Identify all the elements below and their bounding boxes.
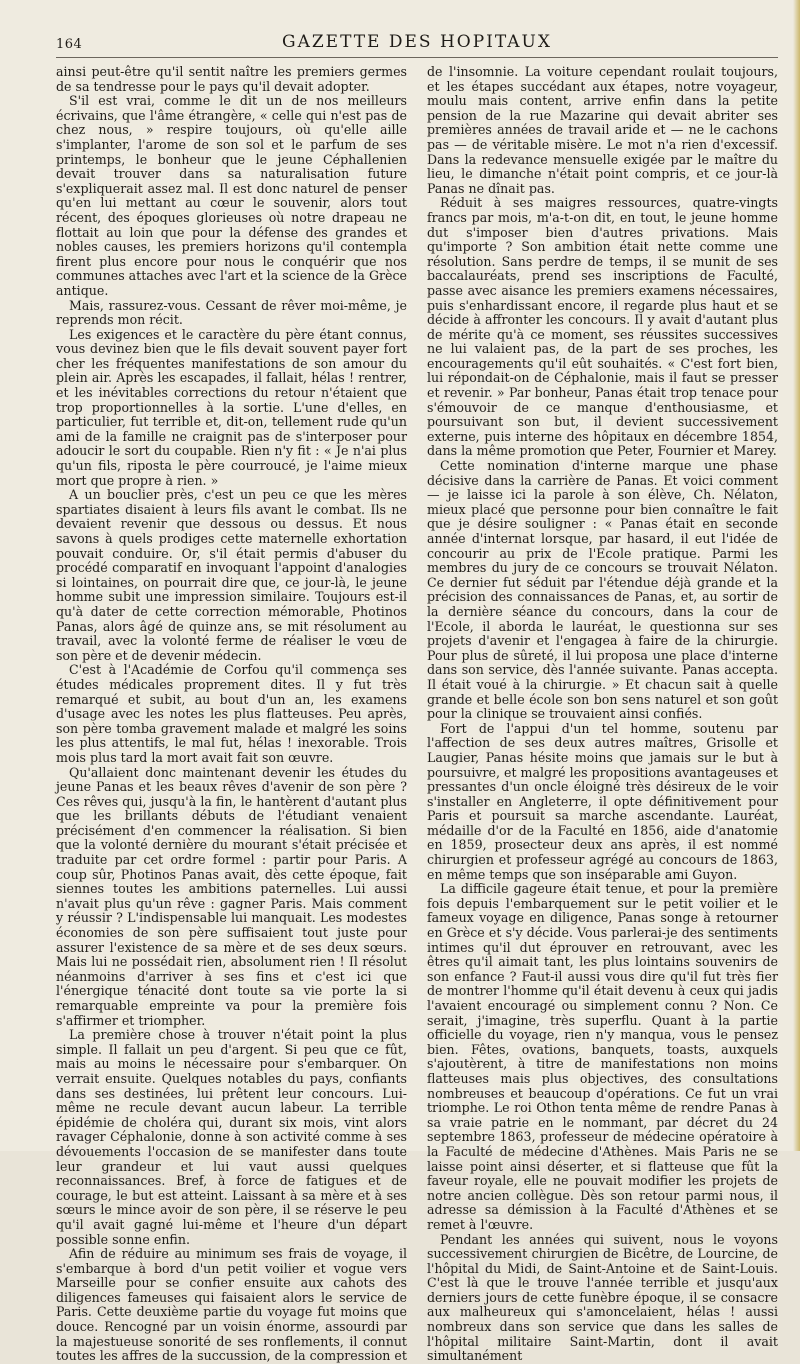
paragraph: Mais, rassurez-vous. Cessant de rêver moi-même, je reprends mon récit. [56, 297, 407, 328]
journal-title: GAZETTE DES HOPITAUX [281, 32, 552, 52]
right-column [427, 64, 778, 1364]
paragraph: Fort de l'appui d'un tel homme, soutenu par l'affection de ses deux autres maîtres, Grisolle et Laugier, Panas hésite moins que jamais sur le but à poursuivre, et malgré les propositions avantageuses et pressantes d'un oncle éloigné très désireux de le voir s'installer en Angleterre, il opte définitivement pour Paris et poursuit sa marche ascendante. Lauréat, médaille d'or de la Faculté en 1856, aide d'anatomie en 1859, prosecteur deux ans après, il est nommé chirurgien et professeur agrégé au concours de 1863, en même temps que son inséparable ami Guyon. [427, 720, 778, 882]
page-header [56, 26, 778, 52]
paragraph: Qu'allaient donc maintenant devenir les études du jeune Panas et les beaux rêves d'avenir de son père ? Ces rêves qui, jusqu'à la fin, le hantèrent d'autant plus que les brillants débuts de l'étudiant venaient précisément d'en commencer la réalisation. Si bien que la volonté dernière du mourant s'était précisée et traduite par cet ordre formel : partir pour Paris. A coup sûr, Photinos Panas avait, dès cette époque, fait siennes toutes les ambitions paternelles. Lui aussi n'avait plus qu'un rêve : gagner Paris. Mais comment y réussir ? L'indispensable lui manquait. Les modestes économies de son père suffisaient tout juste pour assurer l'existence de sa mère et de ses deux sœurs. Mais lui ne possédait rien, absolument rien ! Il résolut néanmoins d'arriver à ses fins et c'est ici que l'énergique ténacité dont toute sa vie porte la si remarquable empreinte va pour la première fois s'affirmer et triompher. [56, 764, 407, 1028]
paragraph: S'il est vrai, comme le dit un de nos meilleurs écrivains, que l'âme étrangère, « celle qui n'est pas de chez nous, » respire toujours, où qu'elle aille s'implanter, l'arome de son sol et le parfum de ses printemps, le bonheur que le jeune Céphallenien devait trouver dans sa naturalisation future s'expliquerait assez mal. Il est donc naturel de penser qu'en lui mettant au cœur le souvenir, alors tout récent, des époques glorieuses où notre drapeau ne flottait au loin que pour la défense des grandes et nobles causes, les premiers horizons qu'il contempla firent plus encore pour nous le conquérir que nos communes attaches avec l'art et la science de la Grèce antique. [56, 93, 407, 298]
paragraph: C'est à l'Académie de Corfou qu'il commença ses études médicales proprement dites. Il y fut très remarqué et subit, au bout d'un an, les examens d'usage avec les notes les plus flatteuses. Peu après, son père tomba gravement malade et malgré les soins les plus attentifs, le mal fut, hélas ! inexorable. Trois mois plus tard la mort avait fait son œuvre. [56, 662, 407, 765]
paragraph: ainsi peut-être qu'il sentit naître les premiers germes de sa tendresse pour le pays qu'il devait adopter. [56, 64, 407, 94]
left-column [56, 64, 407, 1364]
paragraph: A un bouclier près, c'est un peu ce que les mères spartiates disaient à leurs fils avant le combat. Ils ne devaient revenir que dessous ou dessus. Et nous savons à quels prodiges cette maternelle exhortation pouvait conduire. Or, s'il était permis d'abuser du procédé comparatif en invoquant l'appoint d'analogies si lointaines, on pourrait dire que, ce jour-là, le jeune homme subit une impression similaire. Toujours est-il qu'à dater de cette correction mémorable, Photinos Panas, alors âgé de quinze ans, se mit résolument au travail, avec la volonté ferme de réaliser le vœu de son père et de devenir médecin. [56, 487, 407, 663]
paragraph: Les exigences et le caractère du père étant connus, vous devinez bien que le fils devait souvent payer fort cher les fréquentes manifestations de son amour du plein air. Après les escapades, il fallait, hélas ! rentrer, et les inévitables corrections du retour n'étaient que trop proportionnelles à la sortie. L'une d'elles, en particulier, fut terrible et, dit-on, tellement rude qu'un ami de la famille ne craignit pas de s'interposer pour adoucir le sort du coupable. Rien n'y fit : « Je n'ai plus qu'un fils, riposta le père courroucé, je l'aime mieux mort que propre à rien. » [56, 326, 407, 488]
paragraph: Pendant les années qui suivent, nous le voyons successivement chirurgien de Bicêtre, de Lourcine, de l'hôpital du Midi, de Saint-Antoine et de Saint-Louis. C'est là que le trouve l'année terrible et jusqu'aux derniers jours de cette funèbre époque, il se consacre aux malheureux qui s'amoncelaient, hélas ! aussi nombreux dans son service que dans les salles de l'hôpital militaire Saint-Martin, dont il avait simultanément [427, 1231, 778, 1364]
paragraph: de l'insomnie. La voiture cependant roulait toujours, et les étapes succédant aux étapes, notre voyageur, moulu mais content, arrive enfin dans la petite pension de la rue Mazarine qui devait abriter ses premières années de travail aride et — ne le cachons pas — de véritable misère. Le mot n'a rien d'excessif. Dans la redevance mensuelle exigée par le maître du lieu, le dimanche n'était point compris, et ce jour-là Panas ne dînait pas. [427, 64, 778, 196]
paragraph: La première chose à trouver n'était point la plus simple. Il fallait un peu d'argent. Si peu que ce fût, mais au moins le nécessaire pour s'embarquer. On verrait ensuite. Quelques notables du pays, confiants dans ses destinées, lui prêtent leur concours. Lui-même ne recule devant aucun labeur. La terrible épidémie de choléra qui, durant six mois, vint alors ravager Céphalonie, donne à son activité comme à ses dévouements l'occasion de se manifester dans toute leur grandeur et lui vaut aussi quelques reconnaissances. Bref, à force de fatigues et de courage, le but est atteint. Laissant à sa mère et à ses sœurs le mince avoir de son père, il se réserve le peu qu'il avait gagné lui-même et l'heure d'un départ possible sonne enfin. [56, 1027, 407, 1247]
page-edge [793, 0, 800, 1151]
article-body [56, 64, 778, 1364]
header-rule [56, 57, 778, 58]
paragraph: Afin de réduire au minimum ses frais de voyage, il s'embarque à bord d'un petit voilier et vogue vers Marseille pour se confier ensuite aux cahots des diligences fameuses qui faisaient alors le service de Paris. Cette deuxième partie du voyage fut moins que douce. Rencogné par un voisin énorme, assourdi par la majestueuse sonorité de ses ronflements, il connut toutes les affres de la succussion, de la compression et [56, 1246, 407, 1364]
paragraph: Réduit à ses maigres ressources, quatre-vingts francs par mois, m'a-t-on dit, en tout, le jeune homme dut s'imposer bien d'autres privations. Mais qu'importe ? Son ambition était nette comme une résolution. Sans perdre de temps, il se munit de ses baccalauréats, prend ses inscriptions de Faculté, passe avec aisance les premiers examens nécessaires, puis s'enhardissant encore, il regarde plus haut et se décide à affronter les concours. Il y avait d'autant plus de mérite qu'à ce moment, ses réussites successives ne lui valaient pas, de la part de ses proches, les encouragements qu'il eût souhaités. « C'est fort bien, lui répondait-on de Céphalonie, mais il faut se presser et revenir. » Par bonheur, Panas était trop tenace pour s'émouvoir de ce manque d'enthousiasme, et poursuivant son but, il devient successivement externe, puis interne des hôpitaux en décembre 1854, dans la même promotion que Peter, Fournier et Marey. [427, 195, 778, 459]
paragraph: Cette nomination d'interne marque une phase décisive dans la carrière de Panas. Et voici comment — je laisse ici la parole à son élève, Ch. Nélaton, mieux placé que personne pour bien connaître le fait que je désire souligner : « Panas était en seconde année d'internat lorsque, par hasard, il eut l'idée de concourir au prix de l'Ecole pratique. Parmi les membres du jury de ce concours se trouvait Nélaton. Ce dernier fut séduit par l'étendue déjà grande et la précision des connaissances de Panas, et, au sortir de la dernière séance du concours, dans la cour de l'Ecole, il aborda le lauréat, le questionna sur ses projets d'avenir et l'engagea à faire de la chirurgie. Pour plus de sûreté, il lui proposa une place d'interne dans son service, dès l'année suivante. Panas accepta. Il était voué à la chirurgie. » Et chacun sait à quelle grande et belle école son bon sens naturel et son goût pour la clinique se trouvaient ainsi confiés. [427, 458, 778, 722]
paragraph: La difficile gageure était tenue, et pour la première fois depuis l'embarquement sur le petit voilier et le fameux voyage en diligence, Panas songe à retourner en Grèce et s'y décide. Vous parlerai-je des sentiments intimes qu'il dut éprouver en retrouvant, avec les êtres qu'il aimait tant, les plus lointains souvenirs de son enfance ? Faut-il aussi vous dire qu'il fut très fier de montrer l'homme qu'il était devenu à ceux qui jadis l'avaient encouragé ou simplement connu ? Non. Ce serait, j'imagine, très superflu. Quant à la partie officielle du voyage, rien n'y manqua, vous le pensez bien. Fêtes, ovations, banquets, toasts, auxquels s'ajoutèrent, à titre de manifestations non moins flatteuses mais plus objectives, des consultations nombreuses et beaucoup d'opérations. Ce fut un vrai triomphe. Le roi Othon tenta même de rendre Panas à sa vraie patrie en le nommant, par décret du 24 septembre 1863, professeur de médecine opératoire à la Faculté de médecine d'Athènes. Mais Paris ne se laisse point ainsi déserter, et si flatteuse que fût la faveur royale, elle ne pouvait modifier les projets de notre ancien collègue. Dès son retour parmi nous, il adresse sa démission à la Faculté d'Athènes et se remet à l'œuvre. [427, 881, 778, 1232]
page-number: 164 [56, 37, 83, 52]
